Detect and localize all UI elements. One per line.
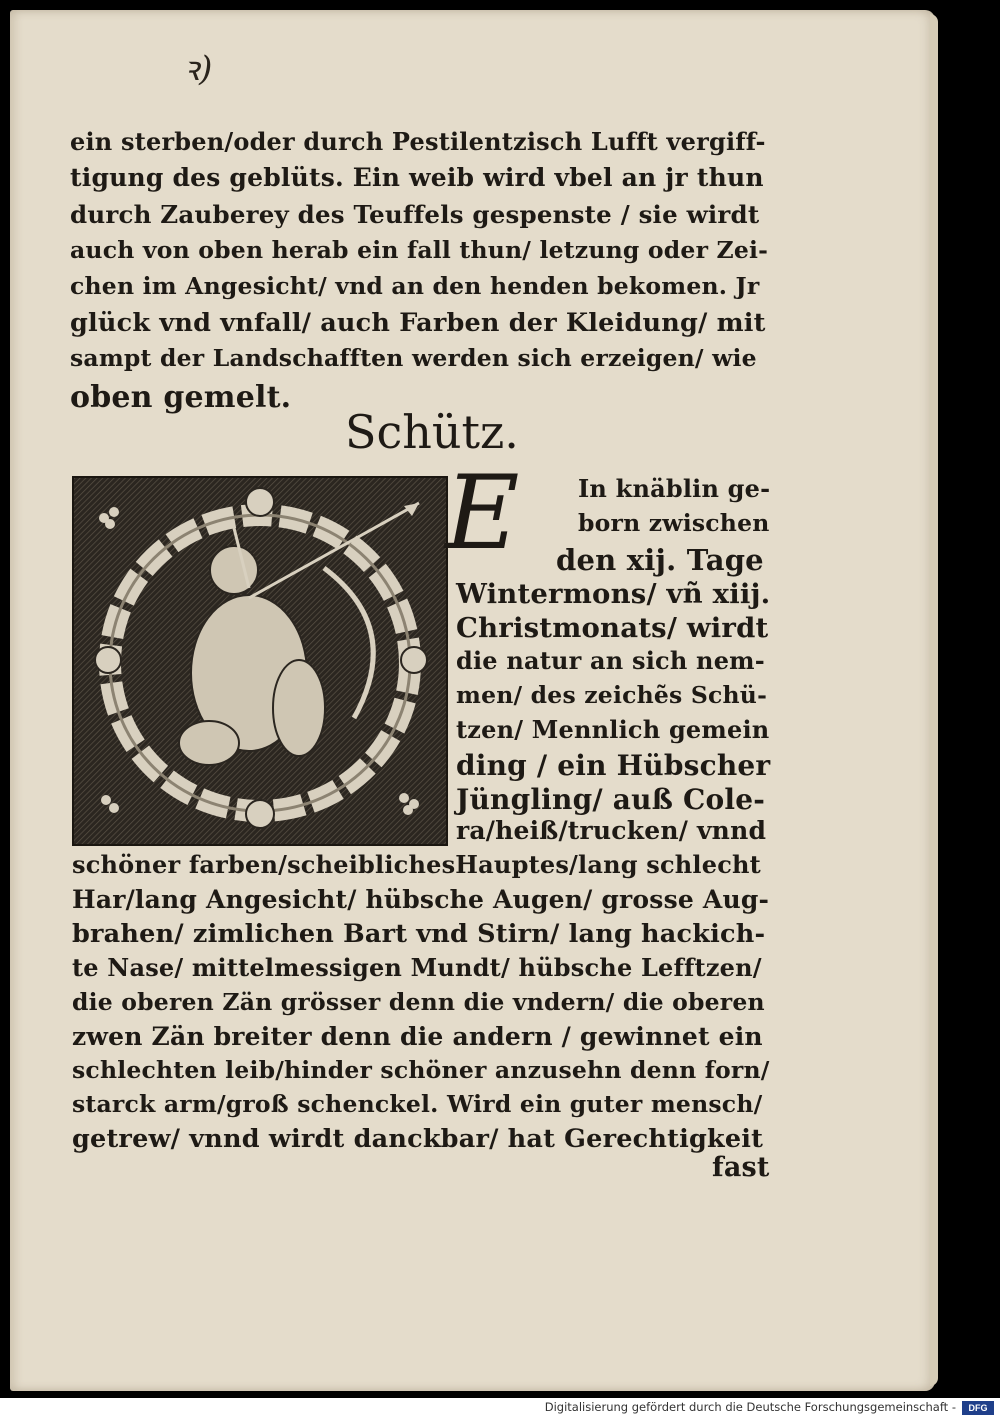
text-line: Jüngling/ auß Cole-	[456, 783, 766, 816]
text-line: schöner farben/scheiblichesHauptes/lang schlecht	[72, 850, 761, 879]
text-line: brahen/ zimlichen Bart vnd Stirn/ lang hackich-	[72, 919, 766, 949]
footer-bar	[0, 1398, 1000, 1419]
text-line: born zwischen	[578, 509, 770, 537]
text-line: ein sterben/oder durch Pestilentzisch Lufft vergiff-	[70, 127, 766, 156]
text-line: sampt der Landschafften werden sich erzeigen/ wie	[70, 344, 757, 372]
text-line: zwen Zän breiter denn die andern / gewinnet ein	[72, 1022, 763, 1051]
text-line: den xij. Tage	[556, 543, 764, 577]
funding-notice: Digitalisierung gefördert durch die Deutsche Forschungsgemeinschaft -	[544, 1400, 956, 1414]
sagittarius-woodcut	[72, 476, 448, 846]
text-line: die oberen Zän grösser denn die vndern/ die oberen	[72, 988, 765, 1016]
dfg-logo[interactable]: DFG	[962, 1401, 994, 1415]
drop-cap: E	[445, 454, 520, 573]
text-line: In knäblin ge-	[578, 474, 771, 503]
text-line: Wintermons/ vñ xiij.	[456, 578, 771, 610]
text-line: oben gemelt.	[70, 380, 292, 415]
text-line: auch von oben herab ein fall thun/ letzung oder Zei-	[70, 236, 769, 264]
text-line: getrew/ vnnd wirdt danckbar/ hat Gerechtigkeit	[72, 1124, 764, 1154]
signature-mark: ꝛ)	[183, 49, 213, 89]
text-line: te Nase/ mittelmessigen Mundt/ hübsche Lefftzen/	[72, 953, 762, 982]
text-line: Har/lang Angesicht/ hübsche Augen/ grosse Aug-	[72, 885, 770, 914]
text-line: ding / ein Hübscher	[456, 749, 771, 782]
section-heading: Schütz.	[345, 405, 519, 459]
text-line: starck arm/groß schenckel. Wird ein guter mensch/	[72, 1090, 763, 1118]
text-line: glück vnd vnfall/ auch Farben der Kleidung/ mit	[70, 308, 766, 338]
text-line: tzen/ Mennlich gemein	[456, 715, 770, 744]
text-line: durch Zauberey des Teuffels gespenste / sie wirdt	[70, 200, 760, 229]
text-line: schlechten leib/hinder schöner anzusehn denn forn/	[72, 1056, 770, 1084]
text-line: tigung des geblüts. Ein weib wird vbel an jr thun	[70, 163, 764, 192]
text-line: men/ des zeichẽs Schü-	[456, 681, 768, 709]
text-line: die natur an sich nem-	[456, 646, 765, 675]
text-line: ra/heiß/trucken/ vnnd	[456, 816, 767, 845]
catchword: fast	[712, 1152, 770, 1183]
text-line: Christmonats/ wirdt	[456, 612, 769, 644]
text-line: chen im Angesicht/ vnd an den henden bekomen. Jr	[70, 272, 760, 300]
page-edge	[930, 14, 938, 1386]
